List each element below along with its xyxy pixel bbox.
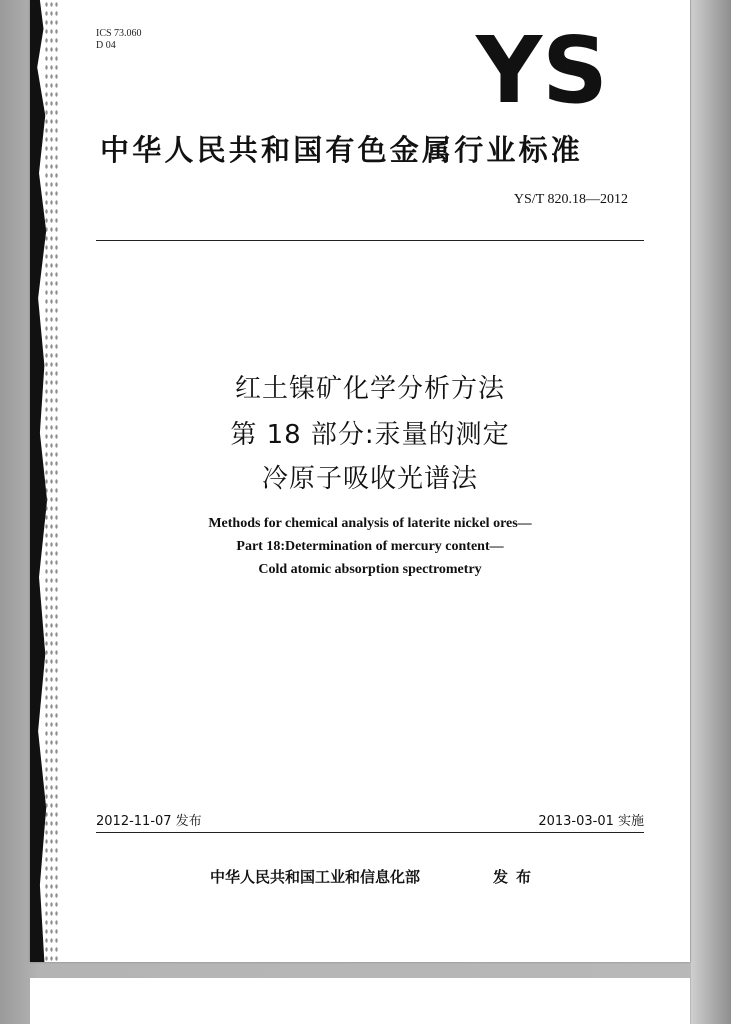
svg-text:YS: YS	[475, 30, 608, 106]
ics-code: ICS 73.060	[96, 28, 142, 39]
title-cn-line2: 第 18 部分:汞量的测定	[230, 420, 510, 450]
classification-codes	[96, 28, 142, 52]
scan-edge	[691, 0, 731, 1024]
ys-logo	[474, 30, 610, 106]
divider-bottom	[96, 832, 644, 833]
title-cn-line1: 红土镍矿化学分析方法	[234, 374, 505, 404]
title-en-line2: Part 18:Determination of mercury content—	[236, 539, 504, 554]
publish-label: 发布	[493, 868, 540, 886]
standard-type-title: 中华人民共和国有色金属行业标准	[100, 133, 584, 167]
title-en-line3: Cold atomic absorption spectrometry	[258, 562, 482, 577]
implementation-date: 2013-03-01 实施	[538, 814, 644, 829]
publisher-name: 中华人民共和国工业和信息化部	[210, 868, 421, 886]
standard-number: YS/T 820.18—2012	[513, 192, 628, 207]
title-cn-line3: 冷原子吸收光谱法	[261, 464, 478, 494]
title-en-line1: Methods for chemical analysis of laterite nickel ores—	[208, 516, 532, 531]
issue-date: 2012-11-07 发布	[96, 814, 202, 829]
binding-speckle	[44, 0, 58, 962]
next-page-edge	[30, 978, 690, 1024]
divider-top	[96, 240, 644, 241]
ccs-code: D 04	[96, 40, 116, 51]
